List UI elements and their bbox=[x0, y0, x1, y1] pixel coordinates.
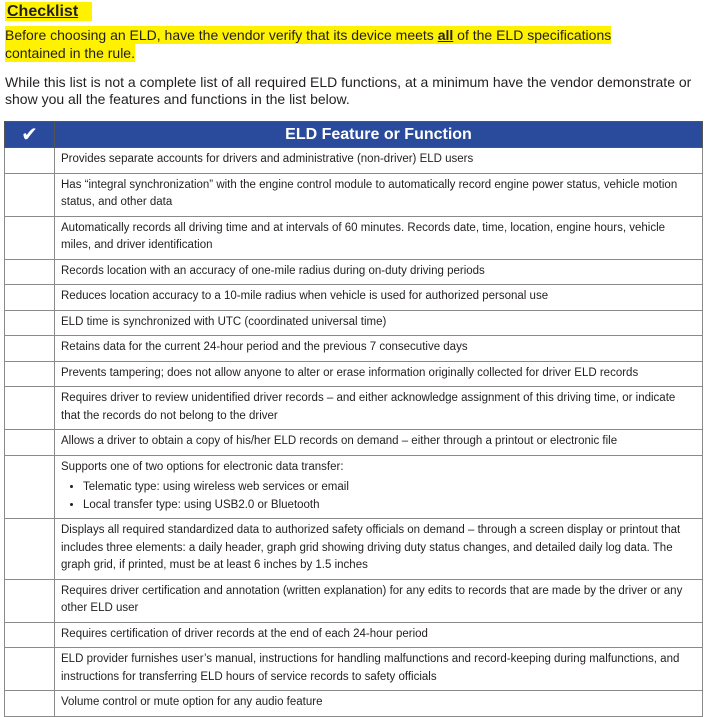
table-row bbox=[5, 336, 703, 362]
feature-text: Automatically records all driving time and at intervals of 60 minutes. Records date, time, location, engine hours, vehicle miles, and driver identification bbox=[55, 216, 703, 259]
table-header-row bbox=[5, 122, 703, 148]
table-row bbox=[5, 519, 703, 580]
table-row bbox=[5, 361, 703, 387]
table-row bbox=[5, 648, 703, 691]
feature-cell bbox=[55, 455, 703, 519]
check-box[interactable] bbox=[5, 430, 55, 456]
list-item: • Telematic type: using wireless web services or email bbox=[83, 479, 696, 497]
feature-text: Allows a driver to obtain a copy of his/her ELD records on demand – either through a printout or electronic file bbox=[55, 430, 703, 456]
intro-highlight bbox=[5, 26, 611, 62]
check-box[interactable] bbox=[5, 148, 55, 174]
check-box[interactable] bbox=[5, 648, 55, 691]
intro-bold-all: all bbox=[437, 27, 454, 43]
check-box[interactable] bbox=[5, 691, 55, 717]
table-row bbox=[5, 148, 703, 174]
checkmark-header-icon: ✔ bbox=[5, 122, 55, 148]
check-box[interactable] bbox=[5, 259, 55, 285]
intro-before: Before choosing an ELD, have the vendor verify that its device meets bbox=[5, 27, 438, 43]
feature-text: Records location with an accuracy of one-mile radius during on-duty driving periods bbox=[55, 259, 703, 285]
check-box[interactable] bbox=[5, 361, 55, 387]
feature-text: Prevents tampering; does not allow anyone to alter or erase information originally collected for driver ELD records bbox=[55, 361, 703, 387]
feature-text: Requires driver certification and annotation (written explanation) for any edits to records that are made by the driver or any other ELD user bbox=[55, 579, 703, 622]
feature-header: ELD Feature or Function bbox=[55, 122, 703, 148]
list-item: • Local transfer type: using USB2.0 or Bluetooth bbox=[83, 497, 696, 515]
feature-text: Has “integral synchronization” with the engine control module to automatically record engine power status, vehicle motion status, and other data bbox=[55, 173, 703, 216]
transfer-options-list bbox=[61, 479, 696, 514]
check-box[interactable] bbox=[5, 336, 55, 362]
feature-text: Supports one of two options for electronic data transfer: bbox=[61, 460, 344, 473]
feature-text: Volume control or mute option for any audio feature bbox=[55, 691, 703, 717]
table-row bbox=[5, 430, 703, 456]
feature-text: Requires certification of driver records at the end of each 24-hour period bbox=[55, 622, 703, 648]
table-row bbox=[5, 285, 703, 311]
table-row bbox=[5, 310, 703, 336]
checklist-title: Checklist bbox=[5, 2, 92, 21]
check-box[interactable] bbox=[5, 519, 55, 580]
check-box[interactable] bbox=[5, 216, 55, 259]
table-row bbox=[5, 173, 703, 216]
eld-checklist-table bbox=[4, 121, 703, 717]
check-box[interactable] bbox=[5, 173, 55, 216]
check-box[interactable] bbox=[5, 579, 55, 622]
table-row bbox=[5, 259, 703, 285]
note-text: While this list is not a complete list of all required ELD functions, at a minimum have the vendor demonstrate or show you all the features and functions in the list below. bbox=[5, 74, 692, 107]
check-box[interactable] bbox=[5, 310, 55, 336]
feature-text: Retains data for the current 24-hour period and the previous 7 consecutive days bbox=[55, 336, 703, 362]
feature-text: Reduces location accuracy to a 10-mile radius when vehicle is used for authorized personal use bbox=[55, 285, 703, 311]
check-box[interactable] bbox=[5, 387, 55, 430]
feature-text: ELD time is synchronized with UTC (coordinated universal time) bbox=[55, 310, 703, 336]
table-row bbox=[5, 691, 703, 717]
table-row bbox=[5, 622, 703, 648]
intro-text bbox=[5, 26, 650, 62]
intro-after: of the ELD specifications contained in the rule. bbox=[5, 27, 612, 61]
check-box[interactable] bbox=[5, 622, 55, 648]
check-box[interactable] bbox=[5, 285, 55, 311]
table-row bbox=[5, 579, 703, 622]
table-row bbox=[5, 216, 703, 259]
feature-text: ELD provider furnishes user’s manual, instructions for handling malfunctions and record-keeping during malfunctions, and instructions for transferring ELD hours of service records to safety officials bbox=[55, 648, 703, 691]
feature-text: Provides separate accounts for drivers and administrative (non-driver) ELD users bbox=[55, 148, 703, 174]
table-row bbox=[5, 455, 703, 519]
table-row bbox=[5, 387, 703, 430]
feature-text: Requires driver to review unidentified driver records – and either acknowledge assignment of this driving time, or indicate that the records do not belong to the driver bbox=[55, 387, 703, 430]
feature-text: Displays all required standardized data to authorized safety officials on demand – through a screen display or printout that includes three elements: a daily header, graph grid showing driving duty status changes, and detailed daily log data. The graph grid, if printed, must be at least 6 inches by 1.5 inches bbox=[55, 519, 703, 580]
check-box[interactable] bbox=[5, 455, 55, 519]
